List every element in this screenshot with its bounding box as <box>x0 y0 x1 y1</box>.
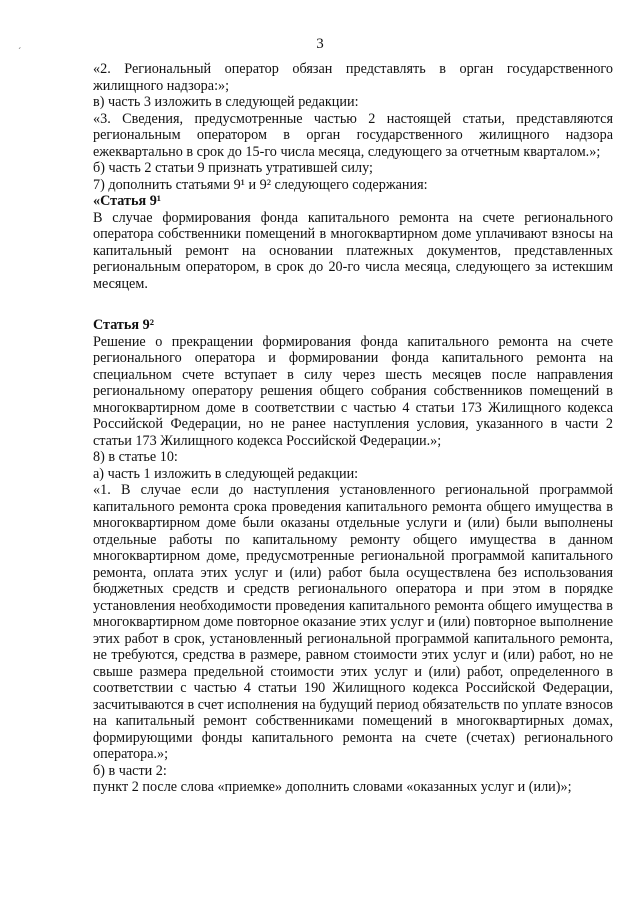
paragraph: Решение о прекращении формирования фонда капитального ремонта на счете регионального оператора и формировании фонда капитального ремонта на специальном счете вступает в силу через шесть месяцев после направления региональному оператору решения общего собрания собственников помещений в многоквартирном доме в соответствии с частью 4 статьи 173 Жилищного кодекса Российской Федерации, но не ранее наступления условия, указанного в части 2 статьи 173 Жилищного кодекса Российской Федерации.»; <box>93 333 613 449</box>
document-body <box>93 61 613 796</box>
paragraph: б) часть 2 статьи 9 признать утратившей силу; <box>93 160 373 176</box>
paragraph: 7) дополнить статьями 9¹ и 9² следующего содержания: <box>93 176 428 193</box>
article-heading: Статья 9² <box>93 317 154 333</box>
page-number: 3 <box>316 36 324 52</box>
paragraph: в) часть 3 изложить в следующей редакции: <box>93 94 359 110</box>
paragraph: В случае формирования фонда капитального ремонта на счете регионального оператора собственники помещений в многоквартирном доме уплачивают взносы на капитальный ремонт на основании платежных документов, представленных региональным оператором, в срок до 20-го числа месяца, следующего за истекшим месяцем. <box>93 209 613 292</box>
scan-speck: ˊ <box>18 47 22 58</box>
paragraph: «2. Региональный оператор обязан представлять в орган государственного жилищного надзора:»; <box>93 61 613 94</box>
paragraph: а) часть 1 изложить в следующей редакции: <box>93 465 359 482</box>
paragraph: «1. В случае если до наступления установленного региональной программой капитального ремонта срока проведения капитального ремонта общего имущества в многоквартирном доме были оказаны отдельные услуги и (или) были выполнены отдельные работы по капитальному ремонту общего имущества в данном многоквартирном доме, предусмотренные региональной программой капитального ремонта, оплата этих услуг и (или) работ была осуществлена без использования бюджетных средств и средств регионального оператора и при этом в порядке установления необходимости проведения капитального ремонта общего имущества в многоквартирном доме повторное оказание этих услуг и (или) повторное выполнение этих работ в срок, установленный региональной программой капитального ремонта, не требуются, средства в размере, равном стоимости этих услуг и (или) работ, но не свыше размера предельной стоимости этих услуг и (или) работ, определенного в соответствии с частью 4 статьи 190 Жилищного кодекса Российской Федерации, засчитываются в счет исполнения на будущий период обязательств по уплате взносов на капитальный ремонт собственниками помещений в многоквартирных домах, формирующими фонды капитального ремонта на счете (счетах) регионального оператора.»; <box>93 482 613 762</box>
paragraph: б) в части 2: <box>93 762 167 779</box>
article-heading: «Статья 9¹ <box>93 193 162 209</box>
paragraph: 8) в статье 10: <box>93 449 178 465</box>
paragraph: пункт 2 после слова «приемке» дополнить словами «оказанных услуг и (или)»; <box>93 779 572 795</box>
paragraph: «3. Сведения, предусмотренные частью 2 настоящей статьи, представляются региональным оператором в орган государственного жилищного надзора ежеквартально в срок до 15-го числа месяца, следующего за отчетным кварталом.»; <box>93 110 613 160</box>
